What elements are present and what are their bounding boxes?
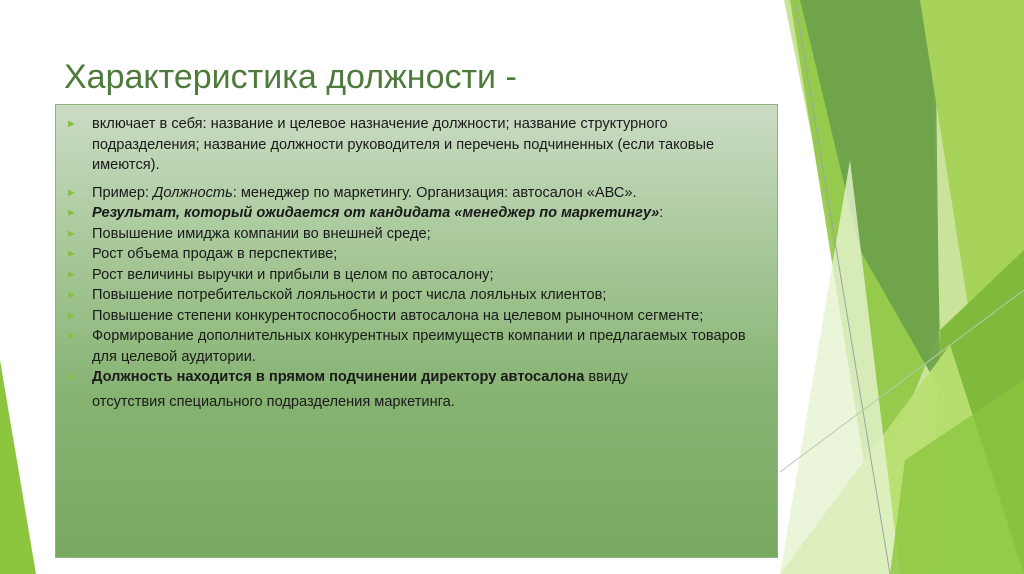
list-item: ► Рост объема продаж в перспективе; xyxy=(66,244,765,265)
bullet-arrow-icon: ► xyxy=(66,309,77,322)
bullet-arrow-icon: ► xyxy=(66,227,77,240)
bullet-arrow-icon: ► xyxy=(66,118,77,130)
deco-left-strip xyxy=(0,360,36,574)
bullet-arrow-icon: ► xyxy=(66,186,77,199)
list-item: ► Результат, который ожидается от кандидата «менеджер по маркетингу»: xyxy=(66,203,765,224)
slide-title: Характеристика должности - xyxy=(64,58,517,96)
bullet-list xyxy=(56,105,777,412)
list-item: ► Повышение потребительской лояльности и рост числа лояльных клиентов; xyxy=(66,285,765,306)
list-item: ► включает в себя: название и целевое назначение должности; название структурного подразделения; название должности руководителя и перечень подчиненных (если таковые имеются). xyxy=(66,116,715,173)
list-item: ► Пример: Должность: менеджер по маркетингу. Организация: автосалон «АВС». xyxy=(66,183,765,204)
list-item: ► Должность находится в прямом подчинении директору автосалона ввиду отсутствия специального подразделения маркетинга. xyxy=(66,369,628,410)
bullet-arrow-icon: ► xyxy=(66,330,77,342)
list-item: ► Формирование дополнительных конкурентных преимуществ компании и предлагаемых товаров для целевой аудитории. xyxy=(66,328,746,365)
bullet-arrow-icon: ► xyxy=(66,207,77,219)
bullet-arrow-icon: ► xyxy=(66,371,77,383)
bullet-arrow-icon: ► xyxy=(66,268,77,281)
list-item: ► Повышение имиджа компании во внешней среде; xyxy=(66,224,765,245)
list-item: ► Повышение степени конкурентоспособности автосалона на целевом рыночном сегменте; xyxy=(66,306,765,327)
content-box xyxy=(55,104,778,558)
list-item: ► Рост величины выручки и прибыли в целом по автосалону; xyxy=(66,265,765,286)
bullet-arrow-icon: ► xyxy=(66,289,77,301)
bullet-arrow-icon: ► xyxy=(66,248,77,260)
